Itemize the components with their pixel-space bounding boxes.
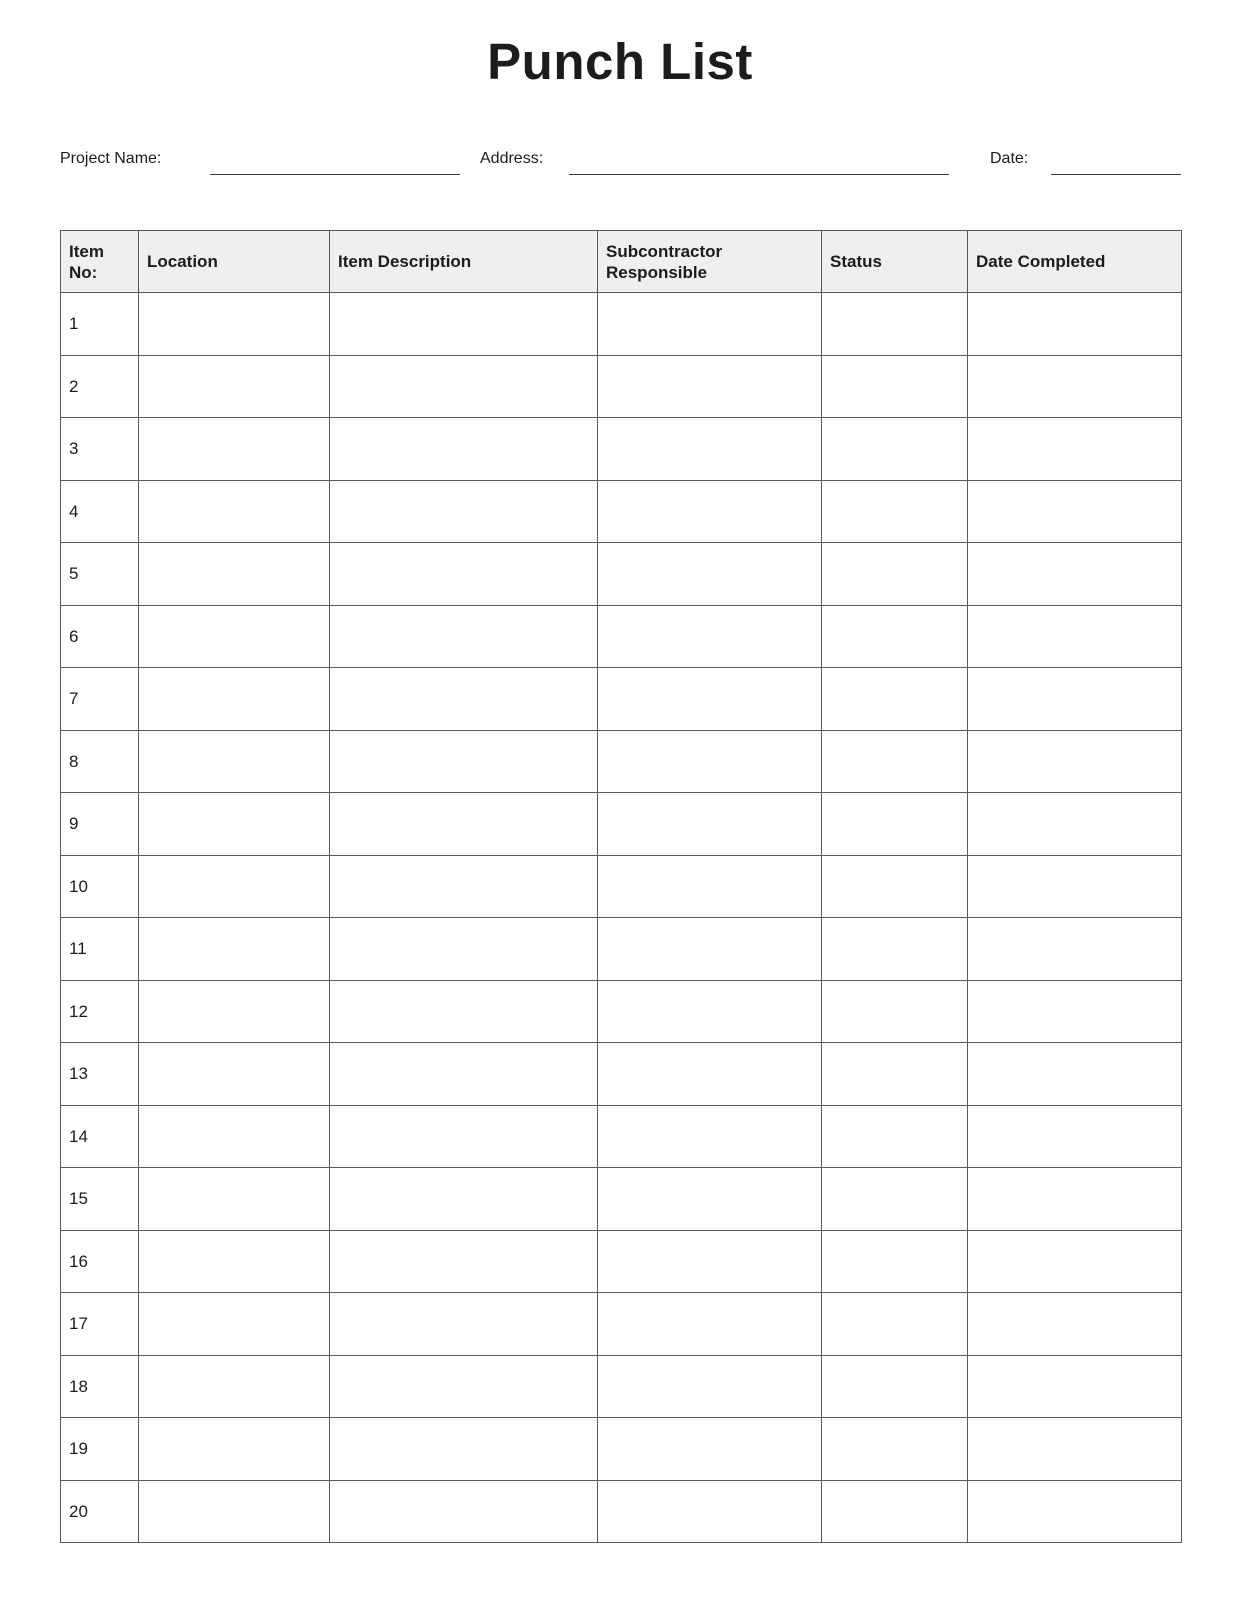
item-description-cell[interactable] bbox=[330, 668, 598, 731]
item-number-cell: 19 bbox=[61, 1418, 139, 1481]
location-cell[interactable] bbox=[139, 293, 330, 356]
table-row bbox=[61, 543, 1182, 606]
subcontractor-responsible-cell[interactable] bbox=[598, 480, 822, 543]
date-completed-cell[interactable] bbox=[968, 1230, 1182, 1293]
location-cell[interactable] bbox=[139, 1230, 330, 1293]
date-completed-cell[interactable] bbox=[968, 793, 1182, 856]
table-row bbox=[61, 668, 1182, 731]
item-number-cell: 9 bbox=[61, 793, 139, 856]
item-description-cell[interactable] bbox=[330, 980, 598, 1043]
table-header-row bbox=[61, 231, 1182, 293]
status-cell[interactable] bbox=[822, 793, 968, 856]
header-subcontractor-responsible: Subcontractor Responsible bbox=[598, 231, 822, 293]
location-cell[interactable] bbox=[139, 793, 330, 856]
item-description-cell[interactable] bbox=[330, 293, 598, 356]
status-cell[interactable] bbox=[822, 1418, 968, 1481]
date-completed-cell[interactable] bbox=[968, 543, 1182, 606]
subcontractor-responsible-cell[interactable] bbox=[598, 418, 822, 481]
location-cell[interactable] bbox=[139, 355, 330, 418]
item-description-cell[interactable] bbox=[330, 1355, 598, 1418]
subcontractor-responsible-cell[interactable] bbox=[598, 1168, 822, 1231]
date-completed-cell[interactable] bbox=[968, 1418, 1182, 1481]
subcontractor-responsible-cell[interactable] bbox=[598, 1105, 822, 1168]
header-status: Status bbox=[822, 231, 968, 293]
table-row bbox=[61, 1230, 1182, 1293]
address-field[interactable] bbox=[569, 174, 949, 175]
item-description-cell[interactable] bbox=[330, 793, 598, 856]
date-completed-cell[interactable] bbox=[968, 1168, 1182, 1231]
subcontractor-responsible-cell[interactable] bbox=[598, 1230, 822, 1293]
status-cell[interactable] bbox=[822, 980, 968, 1043]
date-completed-cell[interactable] bbox=[968, 418, 1182, 481]
date-completed-cell[interactable] bbox=[968, 668, 1182, 731]
subcontractor-responsible-cell[interactable] bbox=[598, 793, 822, 856]
status-cell[interactable] bbox=[822, 1230, 968, 1293]
date-completed-cell[interactable] bbox=[968, 1293, 1182, 1356]
date-completed-cell[interactable] bbox=[968, 293, 1182, 356]
subcontractor-responsible-cell[interactable] bbox=[598, 1043, 822, 1106]
table-row bbox=[61, 1480, 1182, 1543]
status-cell[interactable] bbox=[822, 605, 968, 668]
table-row bbox=[61, 1043, 1182, 1106]
subcontractor-responsible-cell[interactable] bbox=[598, 980, 822, 1043]
item-number-cell: 7 bbox=[61, 668, 139, 731]
item-number-cell: 15 bbox=[61, 1168, 139, 1231]
status-cell[interactable] bbox=[822, 293, 968, 356]
subcontractor-responsible-cell[interactable] bbox=[598, 1480, 822, 1543]
subcontractor-responsible-cell[interactable] bbox=[598, 730, 822, 793]
subcontractor-responsible-cell[interactable] bbox=[598, 605, 822, 668]
subcontractor-responsible-cell[interactable] bbox=[598, 668, 822, 731]
item-number-cell: 2 bbox=[61, 355, 139, 418]
table-row bbox=[61, 1293, 1182, 1356]
subcontractor-responsible-cell[interactable] bbox=[598, 918, 822, 981]
status-cell[interactable] bbox=[822, 543, 968, 606]
item-description-cell[interactable] bbox=[330, 605, 598, 668]
location-cell[interactable] bbox=[139, 605, 330, 668]
header-item-no: Item No: bbox=[61, 231, 139, 293]
item-description-cell[interactable] bbox=[330, 1293, 598, 1356]
item-number-cell: 14 bbox=[61, 1105, 139, 1168]
status-cell[interactable] bbox=[822, 480, 968, 543]
subcontractor-responsible-cell[interactable] bbox=[598, 355, 822, 418]
table-row bbox=[61, 1105, 1182, 1168]
item-number-cell: 13 bbox=[61, 1043, 139, 1106]
item-description-cell[interactable] bbox=[330, 480, 598, 543]
header-item-description: Item Description bbox=[330, 231, 598, 293]
date-label: Date: bbox=[990, 150, 1029, 167]
item-number-cell: 5 bbox=[61, 543, 139, 606]
date-field[interactable] bbox=[1051, 174, 1181, 175]
subcontractor-responsible-cell[interactable] bbox=[598, 1355, 822, 1418]
item-number-cell: 3 bbox=[61, 418, 139, 481]
date-completed-cell[interactable] bbox=[968, 480, 1182, 543]
location-cell[interactable] bbox=[139, 418, 330, 481]
item-number-cell: 20 bbox=[61, 1480, 139, 1543]
item-description-cell[interactable] bbox=[330, 918, 598, 981]
header-date-completed: Date Completed bbox=[968, 231, 1182, 293]
subcontractor-responsible-cell[interactable] bbox=[598, 543, 822, 606]
table-row bbox=[61, 293, 1182, 356]
subcontractor-responsible-cell[interactable] bbox=[598, 1418, 822, 1481]
location-cell[interactable] bbox=[139, 1043, 330, 1106]
location-cell[interactable] bbox=[139, 1480, 330, 1543]
item-description-cell[interactable] bbox=[330, 855, 598, 918]
location-cell[interactable] bbox=[139, 1293, 330, 1356]
status-cell[interactable] bbox=[822, 418, 968, 481]
item-number-cell: 11 bbox=[61, 918, 139, 981]
punch-list-table bbox=[60, 230, 1182, 1543]
item-number-cell: 8 bbox=[61, 730, 139, 793]
subcontractor-responsible-cell[interactable] bbox=[598, 855, 822, 918]
location-cell[interactable] bbox=[139, 1168, 330, 1231]
item-description-cell[interactable] bbox=[330, 1043, 598, 1106]
status-cell[interactable] bbox=[822, 1480, 968, 1543]
subcontractor-responsible-cell[interactable] bbox=[598, 1293, 822, 1356]
status-cell[interactable] bbox=[822, 855, 968, 918]
item-number-cell: 17 bbox=[61, 1293, 139, 1356]
status-cell[interactable] bbox=[822, 918, 968, 981]
table-row bbox=[61, 1168, 1182, 1231]
item-description-cell[interactable] bbox=[330, 543, 598, 606]
item-number-cell: 1 bbox=[61, 293, 139, 356]
location-cell[interactable] bbox=[139, 1105, 330, 1168]
table-row bbox=[61, 1418, 1182, 1481]
location-cell[interactable] bbox=[139, 1418, 330, 1481]
status-cell[interactable] bbox=[822, 668, 968, 731]
item-description-cell[interactable] bbox=[330, 1168, 598, 1231]
date-completed-cell[interactable] bbox=[968, 605, 1182, 668]
status-cell[interactable] bbox=[822, 1355, 968, 1418]
item-number-cell: 18 bbox=[61, 1355, 139, 1418]
date-completed-cell[interactable] bbox=[968, 1480, 1182, 1543]
date-completed-cell[interactable] bbox=[968, 730, 1182, 793]
table-row bbox=[61, 480, 1182, 543]
item-description-cell[interactable] bbox=[330, 1418, 598, 1481]
address-label: Address: bbox=[480, 150, 544, 167]
item-number-cell: 16 bbox=[61, 1230, 139, 1293]
item-number-cell: 12 bbox=[61, 980, 139, 1043]
item-number-cell: 6 bbox=[61, 605, 139, 668]
date-completed-cell[interactable] bbox=[968, 918, 1182, 981]
status-cell[interactable] bbox=[822, 730, 968, 793]
location-cell[interactable] bbox=[139, 480, 330, 543]
project-name-label: Project Name: bbox=[60, 150, 162, 167]
table-row bbox=[61, 1355, 1182, 1418]
item-description-cell[interactable] bbox=[330, 1105, 598, 1168]
table-row bbox=[61, 793, 1182, 856]
date-completed-cell[interactable] bbox=[968, 1043, 1182, 1106]
project-name-field[interactable] bbox=[210, 174, 460, 175]
item-number-cell: 4 bbox=[61, 480, 139, 543]
table-row bbox=[61, 918, 1182, 981]
location-cell[interactable] bbox=[139, 918, 330, 981]
location-cell[interactable] bbox=[139, 730, 330, 793]
date-completed-cell[interactable] bbox=[968, 980, 1182, 1043]
item-description-cell[interactable] bbox=[330, 355, 598, 418]
location-cell[interactable] bbox=[139, 980, 330, 1043]
header-location: Location bbox=[139, 231, 330, 293]
table-row bbox=[61, 730, 1182, 793]
status-cell[interactable] bbox=[822, 1043, 968, 1106]
location-cell[interactable] bbox=[139, 668, 330, 731]
date-completed-cell[interactable] bbox=[968, 355, 1182, 418]
location-cell[interactable] bbox=[139, 1355, 330, 1418]
table-row bbox=[61, 855, 1182, 918]
status-cell[interactable] bbox=[822, 1293, 968, 1356]
status-cell[interactable] bbox=[822, 355, 968, 418]
date-completed-cell[interactable] bbox=[968, 1355, 1182, 1418]
date-completed-cell[interactable] bbox=[968, 855, 1182, 918]
item-number-cell: 10 bbox=[61, 855, 139, 918]
date-completed-cell[interactable] bbox=[968, 1105, 1182, 1168]
table-row bbox=[61, 980, 1182, 1043]
status-cell[interactable] bbox=[822, 1105, 968, 1168]
table-row bbox=[61, 355, 1182, 418]
table-row bbox=[61, 605, 1182, 668]
page-title: Punch List bbox=[487, 33, 753, 90]
item-description-cell[interactable] bbox=[330, 1230, 598, 1293]
status-cell[interactable] bbox=[822, 1168, 968, 1231]
table-body bbox=[61, 293, 1182, 1543]
item-description-cell[interactable] bbox=[330, 418, 598, 481]
item-description-cell[interactable] bbox=[330, 730, 598, 793]
location-cell[interactable] bbox=[139, 855, 330, 918]
table-row bbox=[61, 418, 1182, 481]
subcontractor-responsible-cell[interactable] bbox=[598, 293, 822, 356]
item-description-cell[interactable] bbox=[330, 1480, 598, 1543]
location-cell[interactable] bbox=[139, 543, 330, 606]
